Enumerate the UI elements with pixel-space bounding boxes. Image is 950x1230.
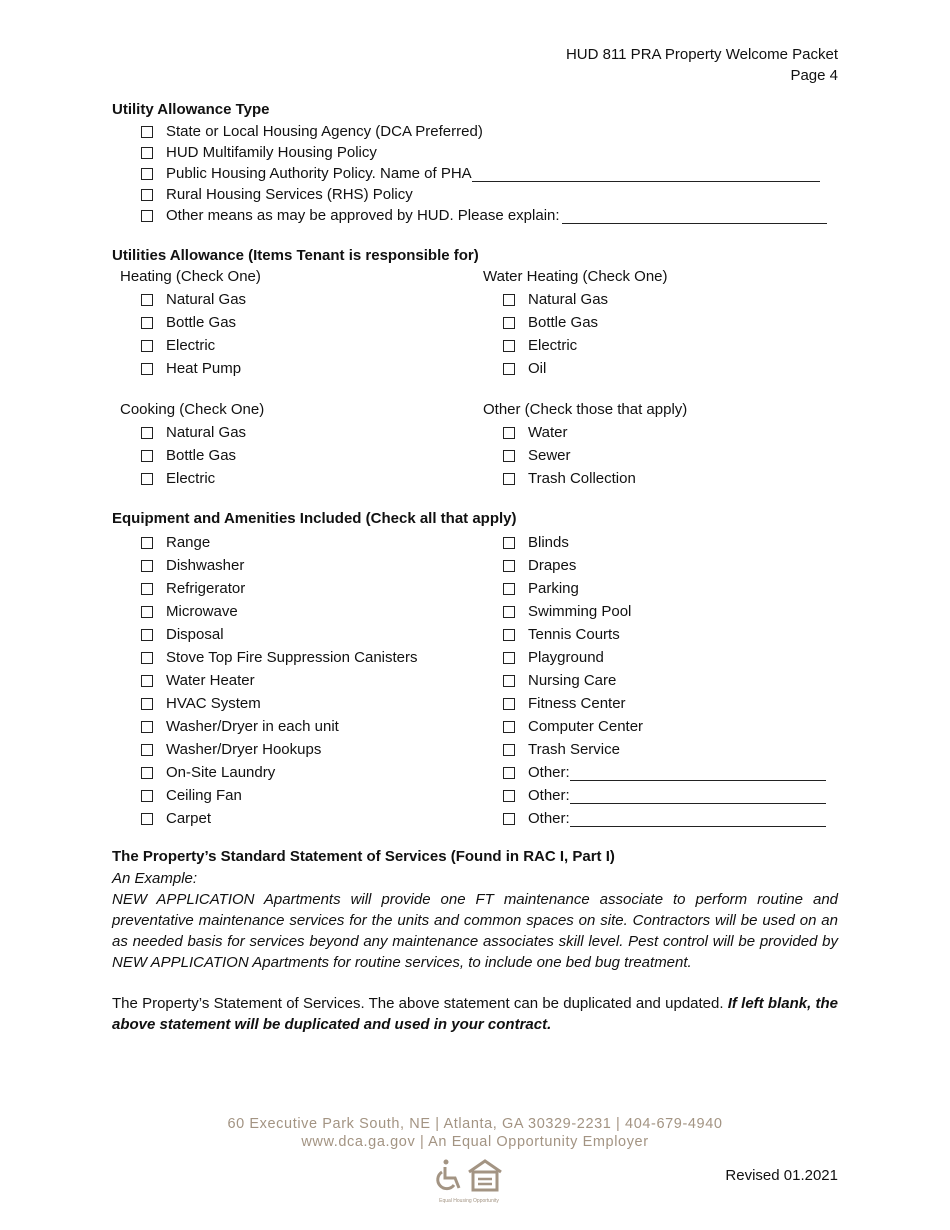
- equipment-item: [141, 577, 418, 600]
- checkbox[interactable]: [141, 473, 153, 485]
- checkbox[interactable]: [503, 813, 515, 825]
- checkbox[interactable]: [141, 560, 153, 572]
- equipment-item: [141, 807, 418, 830]
- checkbox[interactable]: [141, 721, 153, 733]
- option-label: Heat Pump: [166, 360, 242, 377]
- option-label: Electric: [166, 470, 216, 487]
- option-label: Public Housing Authority Policy. Name of PHA: [166, 165, 472, 182]
- item-label: Parking: [528, 580, 579, 597]
- checkbox[interactable]: [141, 675, 153, 687]
- checkbox[interactable]: [141, 126, 153, 138]
- amenity-item: [503, 600, 826, 623]
- option-label: Bottle Gas: [528, 314, 599, 331]
- amenity-item: [503, 554, 826, 577]
- utility-type-title: Utility Allowance Type: [112, 101, 270, 118]
- item-label: Stove Top Fire Suppression Canisters: [166, 649, 418, 666]
- water-heating-option: [503, 334, 608, 357]
- statement-text: The Property’s Statement of Services. The above statement can be duplicated and updated.: [112, 995, 728, 1012]
- item-label: Microwave: [166, 603, 238, 620]
- item-label: Other:: [528, 764, 570, 781]
- checkbox[interactable]: [503, 473, 515, 485]
- item-label: HVAC System: [166, 695, 261, 712]
- other-utility-option: [503, 467, 636, 490]
- heating-options: [141, 288, 246, 380]
- option-label: Sewer: [528, 447, 571, 464]
- amenity-other-item: [503, 784, 826, 807]
- cooking-options: [141, 421, 246, 490]
- checkbox[interactable]: [503, 537, 515, 549]
- amenity-item: [503, 531, 826, 554]
- footer-address: 60 Executive Park South, NE | Atlanta, GA 30329-2231 | 404-679-4940: [227, 1116, 723, 1132]
- option-label: Trash Collection: [528, 470, 636, 487]
- item-label: Disposal: [166, 626, 224, 643]
- item-label: Swimming Pool: [528, 603, 632, 620]
- equipment-item: [141, 738, 418, 761]
- option-label: Oil: [528, 360, 547, 377]
- item-label: Trash Service: [528, 741, 620, 758]
- heating-option: [141, 311, 246, 334]
- checkbox[interactable]: [503, 427, 515, 439]
- revised-date: Revised 01.2021: [725, 1167, 838, 1184]
- checkbox[interactable]: [141, 427, 153, 439]
- equipment-item: [141, 669, 418, 692]
- checkbox[interactable]: [141, 147, 153, 159]
- cooking-option: [141, 421, 246, 444]
- item-label: Dishwasher: [166, 557, 245, 574]
- checkbox[interactable]: [503, 450, 515, 462]
- item-label: Computer Center: [528, 718, 644, 735]
- checkbox[interactable]: [141, 652, 153, 664]
- header-title: HUD 811 PRA Property Welcome Packet: [565, 46, 838, 63]
- checkbox[interactable]: [503, 363, 515, 375]
- cooking-option: [141, 444, 246, 467]
- item-label: Playground: [528, 649, 604, 666]
- item-label: Other:: [528, 787, 570, 804]
- checkbox[interactable]: [141, 537, 153, 549]
- checkbox[interactable]: [503, 767, 515, 779]
- checkbox[interactable]: [141, 168, 153, 180]
- equipment-item: [141, 623, 418, 646]
- amenity-other-item: [503, 761, 826, 784]
- checkbox[interactable]: [503, 698, 515, 710]
- other-text-field[interactable]: [570, 765, 826, 781]
- checkbox[interactable]: [503, 675, 515, 687]
- utility-type-option: [141, 163, 827, 184]
- checkbox[interactable]: [503, 560, 515, 572]
- option-label: HUD Multifamily Housing Policy: [166, 144, 377, 161]
- utility-type-options: [141, 121, 827, 226]
- water-heating-label: Water Heating (Check One): [483, 268, 668, 285]
- other-utility-option: [503, 444, 636, 467]
- equipment-item: [141, 692, 418, 715]
- checkbox[interactable]: [141, 189, 153, 201]
- explain-field[interactable]: [562, 208, 827, 224]
- utility-type-option: [141, 184, 827, 205]
- utility-type-option: [141, 142, 827, 163]
- amenity-item: [503, 738, 826, 761]
- equipment-right-list: [503, 531, 826, 830]
- equipment-item: [141, 600, 418, 623]
- checkbox[interactable]: [503, 583, 515, 595]
- amenity-item: [503, 669, 826, 692]
- heating-label: Heating (Check One): [120, 268, 261, 285]
- utility-type-option: [141, 121, 827, 142]
- equipment-item: [141, 531, 418, 554]
- utility-type-option: [141, 205, 827, 226]
- water-heating-options: [503, 288, 608, 380]
- checkbox[interactable]: [141, 294, 153, 306]
- checkbox[interactable]: [503, 340, 515, 352]
- item-label: Refrigerator: [166, 580, 246, 597]
- option-label: Bottle Gas: [166, 447, 237, 464]
- logo-caption: Equal Housing Opportunity: [439, 1198, 499, 1204]
- cooking-option: [141, 467, 246, 490]
- item-label: Nursing Care: [528, 672, 617, 689]
- equipment-item: [141, 646, 418, 669]
- checkbox[interactable]: [503, 317, 515, 329]
- checkbox[interactable]: [141, 790, 153, 802]
- accessibility-housing-icon: [433, 1158, 505, 1194]
- checkbox[interactable]: [503, 294, 515, 306]
- equipment-item: [141, 761, 418, 784]
- item-label: Ceiling Fan: [166, 787, 242, 804]
- item-label: Water Heater: [166, 672, 255, 689]
- amenity-item: [503, 646, 826, 669]
- checkbox[interactable]: [141, 698, 153, 710]
- checkbox[interactable]: [503, 606, 515, 618]
- statement-title: The Property’s Standard Statement of Services (Found in RAC I, Part I): [112, 848, 615, 865]
- checkbox[interactable]: [503, 629, 515, 641]
- heating-option: [141, 334, 246, 357]
- equipment-item: [141, 715, 418, 738]
- checkbox[interactable]: [141, 340, 153, 352]
- option-label: Electric: [528, 337, 578, 354]
- heating-option: [141, 357, 246, 380]
- option-label: Water: [528, 424, 568, 441]
- statement-note: If left blank, the above statement will be duplicated and used in your contract.: [112, 995, 838, 1033]
- heating-option: [141, 288, 246, 311]
- item-label: Carpet: [166, 810, 212, 827]
- statement-body: [112, 993, 838, 1035]
- item-label: Blinds: [528, 534, 569, 551]
- other-text-field[interactable]: [570, 788, 826, 804]
- item-label: On-Site Laundry: [166, 764, 276, 781]
- item-label: Drapes: [528, 557, 577, 574]
- item-label: Tennis Courts: [528, 626, 620, 643]
- checkbox[interactable]: [503, 744, 515, 756]
- checkbox[interactable]: [141, 629, 153, 641]
- example-label: An Example:: [112, 870, 198, 887]
- other-utilities-options: [503, 421, 636, 490]
- checkbox[interactable]: [503, 652, 515, 664]
- equipment-title: Equipment and Amenities Included (Check all that apply): [112, 510, 517, 527]
- checkbox[interactable]: [141, 767, 153, 779]
- page-header: [566, 44, 838, 86]
- footer-web: www.dca.ga.gov | An Equal Opportunity Employer: [301, 1134, 649, 1150]
- equipment-item: [141, 784, 418, 807]
- water-heating-option: [503, 288, 608, 311]
- amenity-item: [503, 623, 826, 646]
- equipment-item: [141, 554, 418, 577]
- checkbox[interactable]: [141, 363, 153, 375]
- item-label: Washer/Dryer in each unit: [166, 718, 339, 735]
- pha-name-field[interactable]: [472, 166, 820, 182]
- example-text: NEW APPLICATION Apartments will provide one FT maintenance associate to perform routine and preventative maintenance services for the units and common spaces on site. Contractors will be used on an as needed basis for services beyond any maintenance associates skill level. Pest control will be provided by NEW APPLICATION Apartments for routine services, to include one bed bug treatment.: [112, 891, 838, 971]
- option-label: Natural Gas: [166, 424, 247, 441]
- checkbox[interactable]: [503, 721, 515, 733]
- amenity-item: [503, 577, 826, 600]
- option-label: State or Local Housing Agency (DCA Preferred): [166, 123, 483, 140]
- option-label: Natural Gas: [166, 291, 247, 308]
- option-label: Electric: [166, 337, 216, 354]
- other-utilities-label: Other (Check those that apply): [483, 401, 688, 418]
- item-label: Washer/Dryer Hookups: [166, 741, 322, 758]
- amenity-item: [503, 715, 826, 738]
- item-label: Other:: [528, 810, 570, 827]
- option-label: Rural Housing Services (RHS) Policy: [166, 186, 413, 203]
- amenity-other-item: [503, 807, 826, 830]
- checkbox[interactable]: [141, 606, 153, 618]
- checkbox[interactable]: [503, 790, 515, 802]
- other-utility-option: [503, 421, 636, 444]
- equal-housing-logo: [433, 1158, 505, 1204]
- option-label: Other means as may be approved by HUD. Please explain:: [166, 207, 560, 224]
- water-heating-option: [503, 357, 608, 380]
- amenity-item: [503, 692, 826, 715]
- page-number: Page 4: [790, 67, 838, 84]
- item-label: Range: [166, 534, 211, 551]
- option-label: Bottle Gas: [166, 314, 237, 331]
- checkbox[interactable]: [141, 450, 153, 462]
- utilities-title: Utilities Allowance (Items Tenant is responsible for): [112, 247, 479, 264]
- checkbox[interactable]: [141, 813, 153, 825]
- equipment-left-list: [141, 531, 418, 830]
- option-label: Natural Gas: [528, 291, 609, 308]
- item-label: Fitness Center: [528, 695, 626, 712]
- checkbox[interactable]: [141, 583, 153, 595]
- water-heating-option: [503, 311, 608, 334]
- checkbox[interactable]: [141, 317, 153, 329]
- cooking-label: Cooking (Check One): [120, 401, 265, 418]
- checkbox[interactable]: [141, 744, 153, 756]
- checkbox[interactable]: [141, 210, 153, 222]
- other-text-field[interactable]: [570, 811, 826, 827]
